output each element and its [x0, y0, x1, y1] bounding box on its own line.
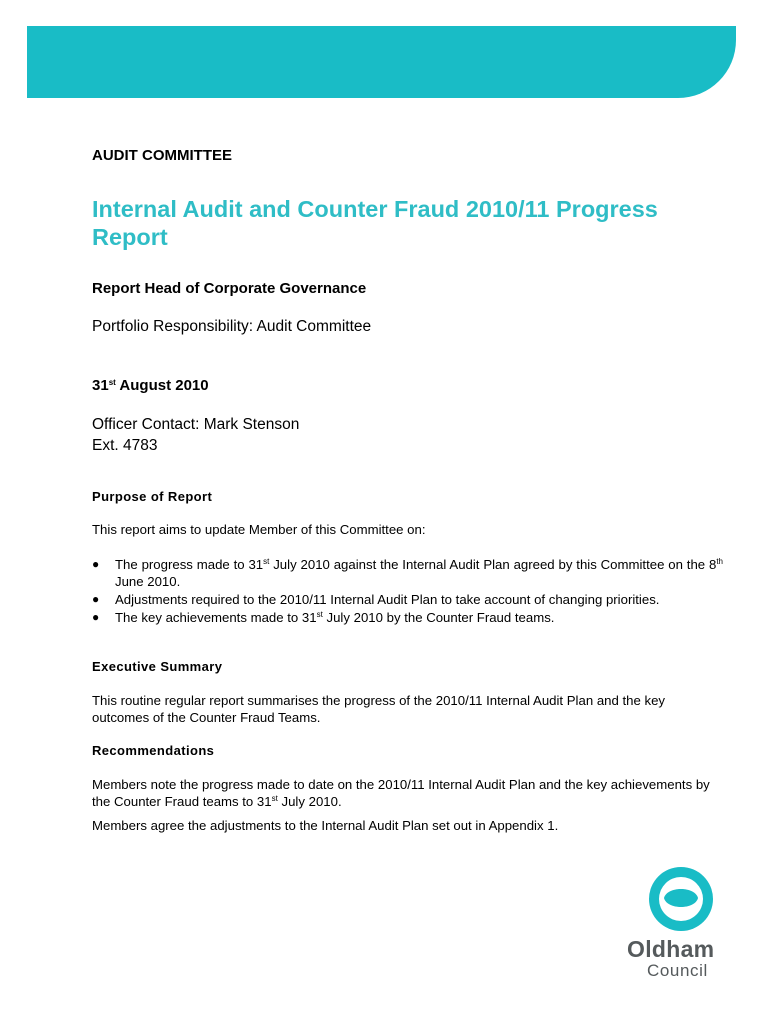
- executive-summary-text: This routine regular report summarises the progress of the 2010/11 Internal Audit Plan and the key outcomes of the Counter Fraud Teams.: [92, 693, 665, 725]
- bullet-icon: ●: [92, 557, 100, 571]
- recommendation-1: Members note the progress made to date on the 2010/11 Internal Audit Plan and the key achievements by the Counter Fraud teams to 31st July 2010.: [92, 777, 710, 809]
- logo-wordmark-oldham: Oldham: [627, 936, 715, 962]
- purpose-bullet-list: [92, 556, 723, 627]
- officer-extension: Ext. 4783: [92, 437, 158, 454]
- bullet-icon: ●: [92, 610, 100, 624]
- recommendations-heading: Recommendations: [92, 743, 215, 758]
- oldham-ring-logo-icon: [643, 864, 719, 934]
- portfolio-responsibility: Portfolio Responsibility: Audit Committee: [92, 318, 372, 335]
- purpose-intro: This report aims to update Member of this Committee on:: [92, 522, 426, 537]
- report-head: Report Head of Corporate Governance: [92, 280, 367, 297]
- header-banner: [27, 26, 736, 98]
- list-item: ● Adjustments required to the 2010/11 Internal Audit Plan to take account of changing priorities.: [92, 592, 660, 607]
- recommendation-2: Members agree the adjustments to the Internal Audit Plan set out in Appendix 1.: [92, 818, 559, 833]
- oldham-council-logo: [627, 864, 737, 984]
- page-title: Internal Audit and Counter Fraud 2010/11 Progress Report: [92, 196, 658, 250]
- executive-summary-heading: Executive Summary: [92, 659, 223, 674]
- committee-label: AUDIT COMMITTEE: [92, 147, 232, 164]
- purpose-heading: Purpose of Report: [92, 489, 213, 504]
- officer-contact: Officer Contact: Mark Stenson: [92, 416, 300, 433]
- report-date: 31st August 2010: [92, 377, 209, 394]
- logo-wordmark-council: Council: [647, 961, 708, 980]
- list-item: ● The key achievements made to 31st July 2010 by the Counter Fraud teams.: [92, 610, 555, 625]
- bullet-icon: ●: [92, 592, 100, 606]
- list-item: ● The progress made to 31st July 2010 against the Internal Audit Plan agreed by this Committee on the 8th June 2010.: [92, 557, 723, 589]
